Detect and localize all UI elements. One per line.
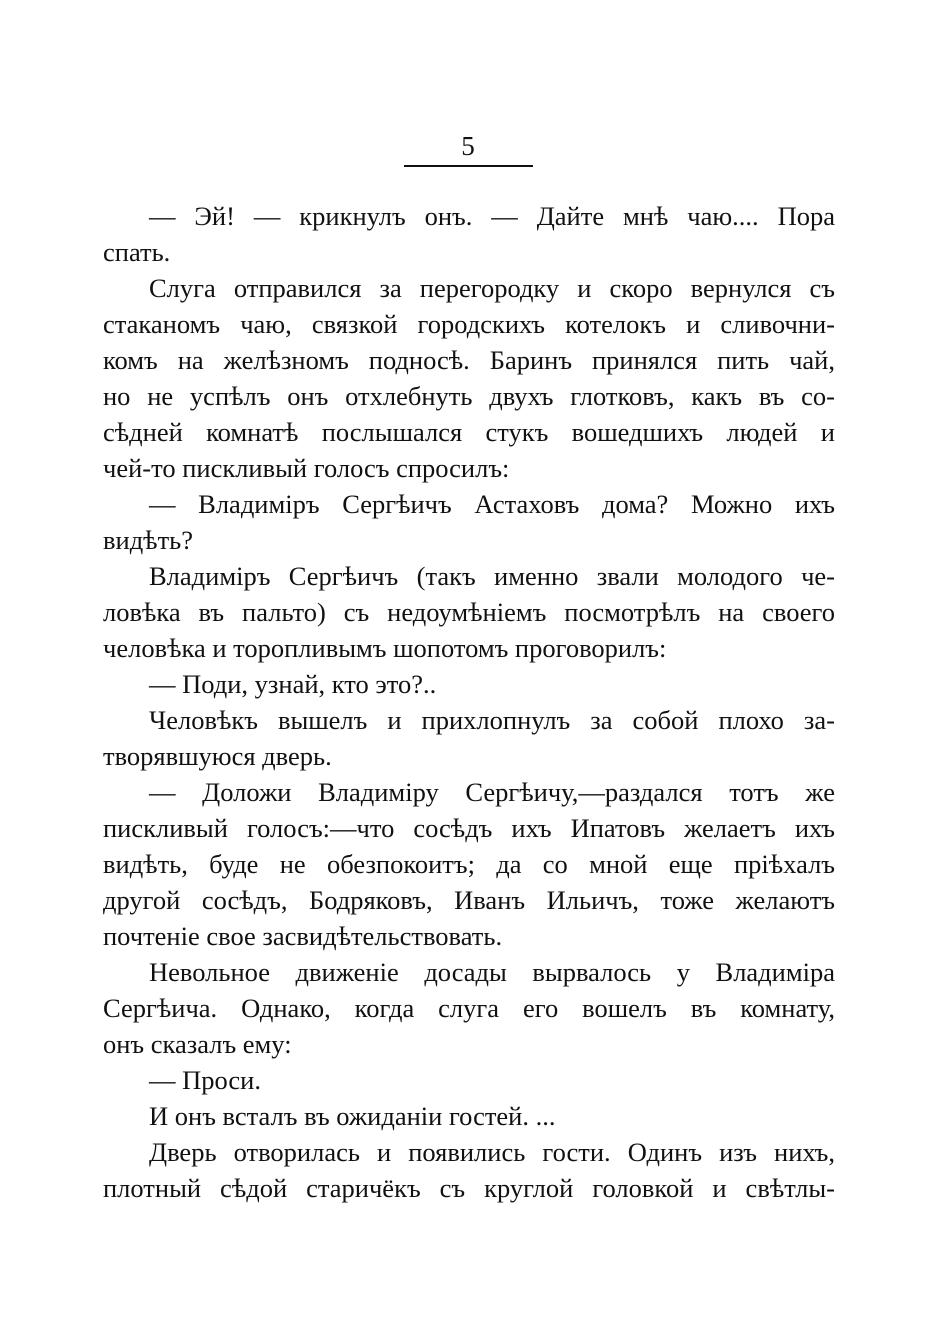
text-line: Владиміръ Сергѣичъ (такъ именно звали молодого че- bbox=[149, 561, 835, 591]
text-line: сѣдней комнатѣ послышался стукъ вошедшихъ людей и bbox=[103, 417, 835, 447]
text-line: Невольное движеніе досады вырвалось у Владиміра bbox=[149, 957, 835, 987]
text-line: И онъ всталъ въ ожиданіи гостей. ... bbox=[149, 1101, 556, 1131]
text-line: видѣть, буде не обезпокоитъ; да со мной еще пріѣхалъ bbox=[103, 849, 835, 879]
text-line: другой сосѣдъ, Бодряковъ, Иванъ Ильичъ, тоже желаютъ bbox=[103, 885, 835, 915]
text-line: творявшуюся дверь. bbox=[103, 741, 332, 771]
text-line: — Доложи Владиміру Сергѣичу,—раздался тотъ же bbox=[149, 777, 835, 807]
text-line: но не успѣлъ онъ отхлебнуть двухъ глотковъ, какъ въ со- bbox=[103, 381, 835, 411]
text-line: онъ сказалъ ему: bbox=[103, 1029, 292, 1059]
text-line: почтеніе свое засвидѣтельствовать. bbox=[103, 921, 503, 951]
text-line: Сергѣича. Однако, когда слуга его вошелъ въ комнату, bbox=[103, 993, 835, 1023]
text-line: Дверь отворилась и появились гости. Одинъ изъ нихъ, bbox=[149, 1137, 835, 1167]
text-line: стаканомъ чаю, связкой городскихъ котелокъ и сливочни- bbox=[103, 309, 835, 339]
text-line: видѣть? bbox=[103, 525, 193, 555]
text-line: — Проси. bbox=[149, 1065, 261, 1095]
text-line: комъ на желѣзномъ подносѣ. Баринъ принялся пить чай, bbox=[103, 345, 835, 375]
header-rule bbox=[404, 165, 533, 167]
text-line: Слуга отправился за перегородку и скоро вернулся съ bbox=[149, 273, 835, 303]
text-line: человѣка и торопливымъ шопотомъ проговорилъ: bbox=[103, 633, 667, 663]
text-line: Человѣкъ вышелъ и прихлопнулъ за собой плохо за- bbox=[149, 705, 835, 735]
text-line: — Владиміръ Сергѣичъ Астаховъ дома? Можно ихъ bbox=[149, 489, 835, 519]
text-line: — Эй! — крикнулъ онъ. — Дайте мнѣ чаю.... Пора bbox=[149, 201, 835, 231]
body-text bbox=[103, 198, 835, 1206]
text-line: — Поди, узнай, кто это?.. bbox=[149, 669, 437, 699]
page-number: 5 bbox=[461, 131, 475, 161]
text-line: спать. bbox=[103, 237, 171, 267]
text-line: ловѣка въ пальто) съ недоумѣніемъ посмотрѣлъ на своего bbox=[103, 597, 835, 627]
text-line: чей-то пискливый голосъ спросилъ: bbox=[103, 453, 510, 483]
text-line: пискливый голосъ:—что сосѣдъ ихъ Ипатовъ желаетъ ихъ bbox=[103, 813, 835, 843]
text-line: плотный сѣдой старичёкъ съ круглой головкой и свѣтлы- bbox=[103, 1173, 835, 1203]
